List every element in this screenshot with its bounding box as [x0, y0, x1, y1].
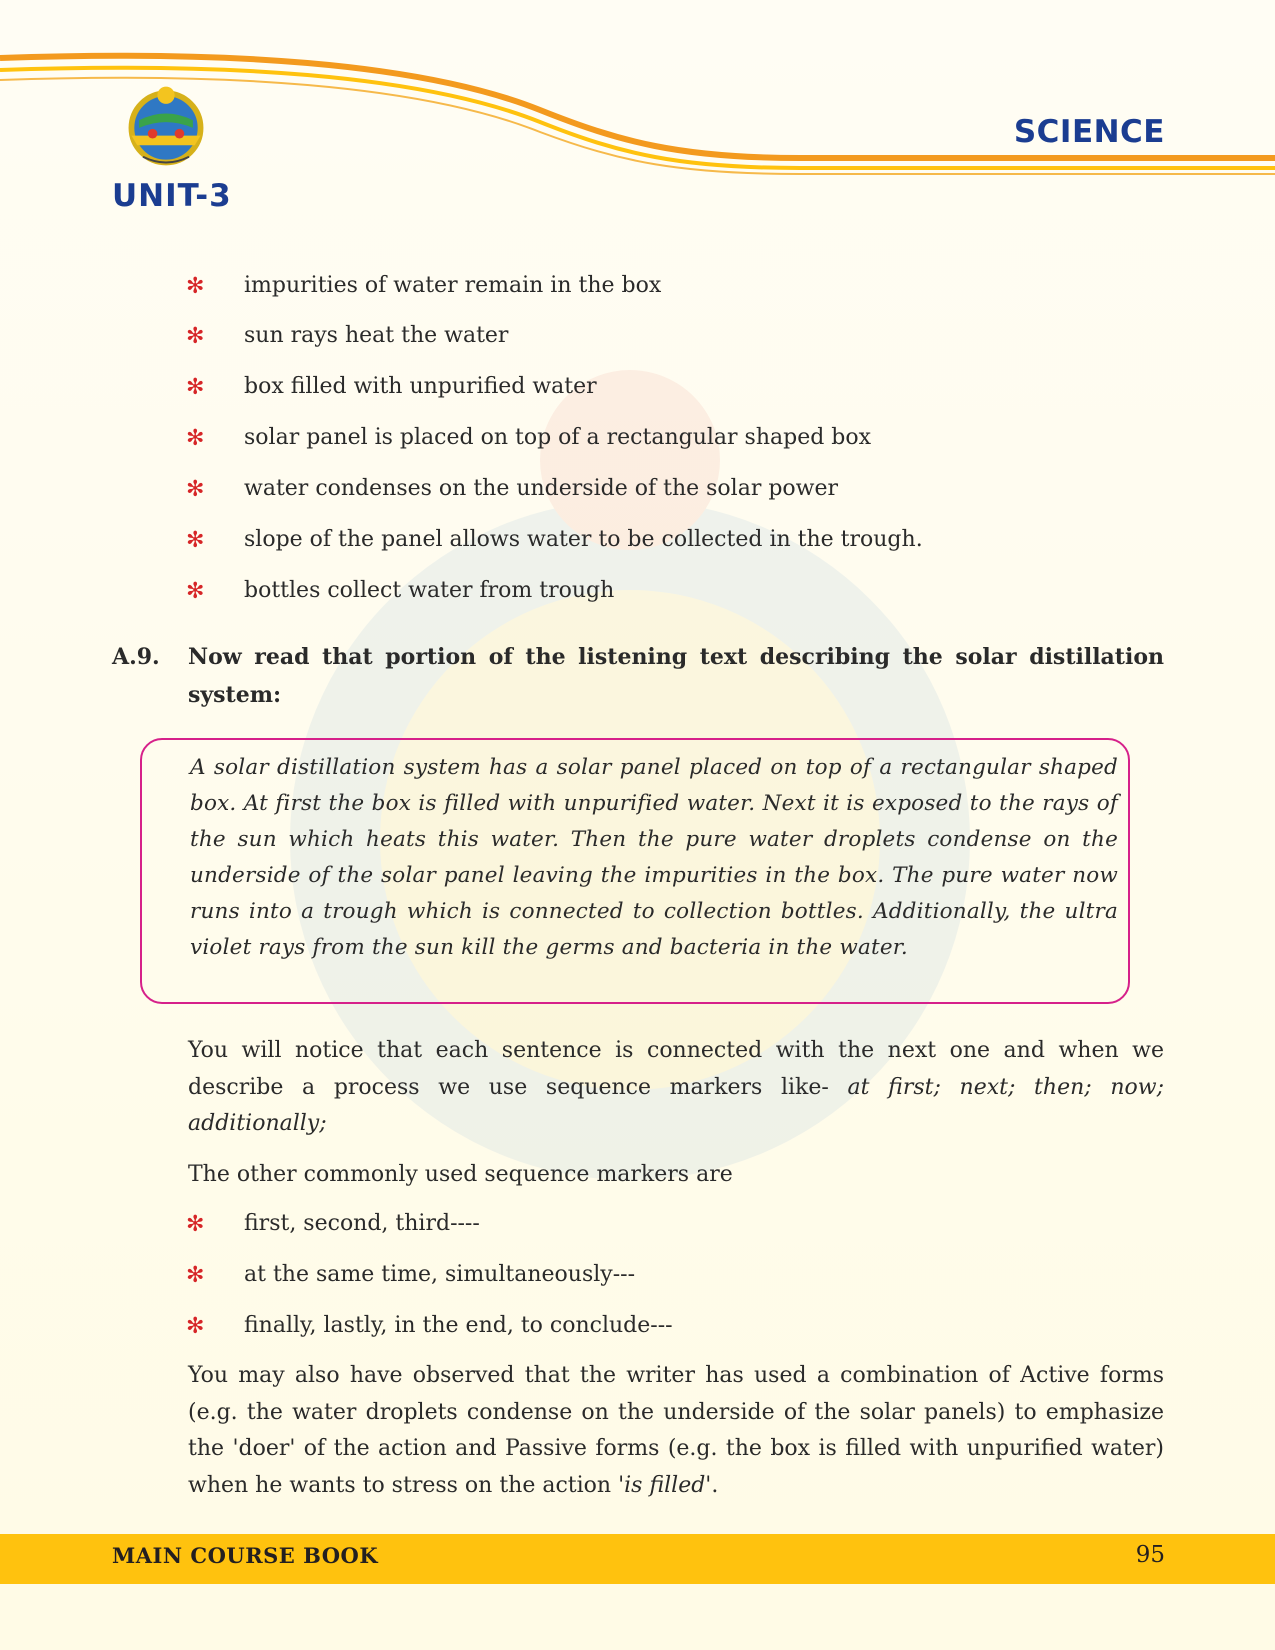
passage-box — [140, 738, 1130, 1004]
asterisk-bullet-icon: ✻ — [186, 1263, 205, 1288]
cbse-logo-icon — [118, 78, 214, 174]
emphasis-is-filled: 'is filled' — [618, 1472, 712, 1498]
question-number: A.9. — [112, 644, 160, 670]
unit-title: UNIT-3 — [112, 178, 232, 214]
question-text: Now read that portion of the listening text describing the solar distillation system: — [188, 644, 1164, 708]
passage-text: A solar distillation system has a solar panel placed on top of a rectangular shaped box. At first the box is filled with unpurified water. Next it is exposed to the rays of the sun which heats this water. Then the pure water droplets condense on the underside of the solar panel leaving the impurities in the box. The pure water now runs into a trough which is connected to collection bottles. Additionally, the ultra violet rays from the sun kill the germs and bacteria in the water. — [190, 755, 1118, 960]
page-number: 95 — [1135, 1542, 1165, 1568]
paragraph-active-passive: You may also have observed that the writer has used a combination of Active forms (e.g. the water droplets condense on the underside of the solar panels) to emphasize the 'doer' of the action and Passive forms (e.g. the box is filled with unpurified water) when he wants to stress on the action 'is filled'. — [188, 1363, 1164, 1498]
asterisk-bullet-icon: ✻ — [186, 426, 205, 451]
paragraph-sequence-markers: You will notice that each sentence is connected with the next one and when we describe a process we use sequence markers like- at first; next; then; now; additionally; — [188, 1038, 1164, 1136]
asterisk-bullet-icon: ✻ — [186, 1212, 205, 1237]
asterisk-bullet-icon: ✻ — [186, 1314, 205, 1339]
asterisk-bullet-icon: ✻ — [186, 324, 205, 349]
asterisk-bullet-icon: ✻ — [186, 274, 205, 299]
asterisk-bullet-icon: ✻ — [186, 375, 205, 400]
footer-book-title: MAIN COURSE BOOK — [112, 1543, 379, 1568]
page: UNIT-3 SCIENCE ✻ impurities of water remain in the box ✻ sun rays heat the water ✻ box filled with unpurified water ✻ solar panel is placed on top of a rectangular shaped box ✻ water condenses on the underside of the solar power ✻ slope of the panel allows water to be collected in the trough. ✻ bottles collect water from trough A.9. Now read that portion of the listening text describing the solar distillation system: A solar distillation system has a solar panel placed on top of a rectangular shaped box. At first the box is filled with unpurified water. Next it is exposed to the rays of the sun which heats this water. Then the pure water droplets condense on the underside of the solar panel leaving the impurities in the box. The pure water now runs into a trough which is connected to collection bottles. Additionally, the ultra violet rays from the sun kill the germs and bacteria in the water. You will notice that each sentence is connected with the next one and when we describe a process we use sequence markers like- at first; next; then; now; additionally; The other commonly used sequence markers are ✻ first, second, third---- ✻ at the same time, simultaneously--- ✻ finally, lastly, in the end, to conclude--- You may also have observed that the writer has used a combination of Active forms (e.g. the water droplets condense on the underside of the solar panels) to emphasize the 'doer' of the action and Passive forms (e.g. the box is filled with unpurified water) when he wants to stress on the action 'is filled'. MAIN COURSE BOOK 95 — [0, 0, 1275, 1650]
subject-title: SCIENCE — [1013, 114, 1165, 150]
asterisk-bullet-icon: ✻ — [186, 477, 205, 502]
asterisk-bullet-icon: ✻ — [186, 528, 205, 553]
sequence-markers: at first; next; then; now; additionally; — [188, 1074, 1164, 1136]
asterisk-bullet-icon: ✻ — [186, 579, 205, 604]
paragraph-other-markers: The other commonly used sequence markers are — [188, 1162, 733, 1187]
